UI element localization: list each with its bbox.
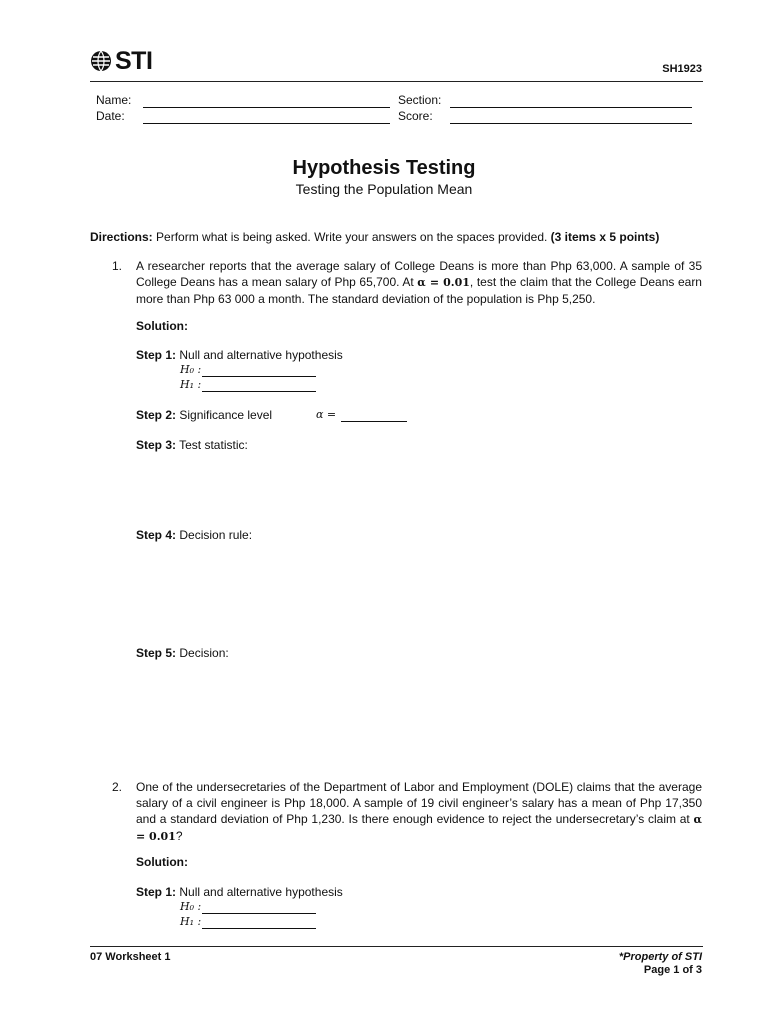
p2-h0-label: H₀ :	[180, 900, 202, 913]
page-subtitle: Testing the Population Mean	[295, 181, 473, 197]
section-label: Section:	[398, 93, 442, 107]
score-label: Score:	[398, 109, 433, 123]
directions-points: (3 items x 5 points)	[550, 230, 660, 244]
p2-h0-field[interactable]	[202, 913, 316, 914]
directions-text: Perform what is being asked. Write your answers on the spaces provided.	[152, 230, 551, 244]
footer-worksheet-label: 07 Worksheet 1	[90, 951, 171, 963]
name-label: Name:	[96, 93, 132, 107]
date-field[interactable]	[143, 123, 390, 124]
p1-step5	[136, 645, 229, 661]
p1-alpha-label: α =	[316, 408, 337, 421]
footer-page-number: Page 1 of 3	[643, 964, 702, 976]
footer-property: *Property of STI	[618, 951, 702, 963]
p2-h1-field[interactable]	[202, 928, 316, 929]
p1-step3-text: Test statistic:	[176, 438, 248, 452]
p1-h0-field[interactable]	[202, 376, 316, 377]
footer-divider	[90, 946, 703, 947]
problem-2-text-a: One of the undersecretaries of the Department of Labor and Employment (DOLE) claims that the average salary of a civil engineer is Php 18,000. A sample of 19 civil engineer’s salary has a mean of Php 17,350 and a standard deviation of Php 1,230. Is there enough evidence to reject the undersecretary’s claim at	[136, 780, 702, 826]
p1-alpha-field[interactable]	[341, 421, 407, 422]
p2-step1-text: Null and alternative hypothesis	[176, 885, 343, 899]
p2-h1-label: H₁ :	[180, 915, 202, 928]
p1-step3	[136, 437, 248, 453]
problem-1-solution-label: Solution:	[136, 319, 188, 333]
p1-step2-label: Step 2:	[136, 408, 177, 422]
p1-step1-label: Step 1:	[136, 348, 177, 362]
p1-step1	[136, 347, 343, 363]
p1-step4-text: Decision rule:	[176, 528, 253, 542]
problem-2-alpha: α = 0.01	[136, 813, 702, 843]
problem-1-alpha: α = 0.01	[417, 276, 470, 289]
sti-globe-icon	[90, 48, 112, 74]
p1-step3-label: Step 3:	[136, 438, 177, 452]
p1-step4	[136, 527, 252, 543]
problem-1-text	[136, 258, 702, 307]
p1-step2	[136, 407, 272, 423]
problem-1-text-a: A researcher reports that the average salary of College Deans is more than Php 63,000. A sample of 35 College Deans has a mean salary of Php 65,700. At	[136, 259, 702, 289]
p2-step1-label: Step 1:	[136, 885, 177, 899]
p2-step1	[136, 884, 343, 900]
p1-h1-field[interactable]	[202, 391, 316, 392]
date-label: Date:	[96, 109, 125, 123]
p1-step5-text: Decision:	[176, 646, 229, 660]
p1-h1-label: H₁ :	[180, 378, 202, 391]
name-field[interactable]	[143, 107, 390, 108]
problem-2-number: 2.	[112, 780, 123, 794]
sti-logo	[90, 46, 152, 76]
problem-2-text-b: ?	[175, 829, 183, 843]
problem-1-text-b: , test the claim that the College Deans earn more than Php 63 000 a month. The standard deviation of the population is Php 5,250.	[136, 275, 702, 306]
p1-step5-label: Step 5:	[136, 646, 177, 660]
problem-2-solution-label: Solution:	[136, 855, 188, 869]
p1-h0-label: H₀ :	[180, 363, 202, 376]
header-divider	[90, 81, 703, 82]
document-id: SH1923	[662, 63, 702, 75]
section-field[interactable]	[450, 107, 692, 108]
p1-step4-label: Step 4:	[136, 528, 177, 542]
problem-1-number: 1.	[112, 259, 123, 273]
p1-step1-text: Null and alternative hypothesis	[176, 348, 343, 362]
page-title: Hypothesis Testing	[292, 157, 476, 179]
problem-2-text	[136, 779, 702, 845]
directions-label: Directions:	[90, 230, 153, 244]
p1-step2-text: Significance level	[176, 408, 273, 422]
score-field[interactable]	[450, 123, 692, 124]
logo-text: STI	[115, 46, 153, 75]
directions	[90, 229, 710, 245]
